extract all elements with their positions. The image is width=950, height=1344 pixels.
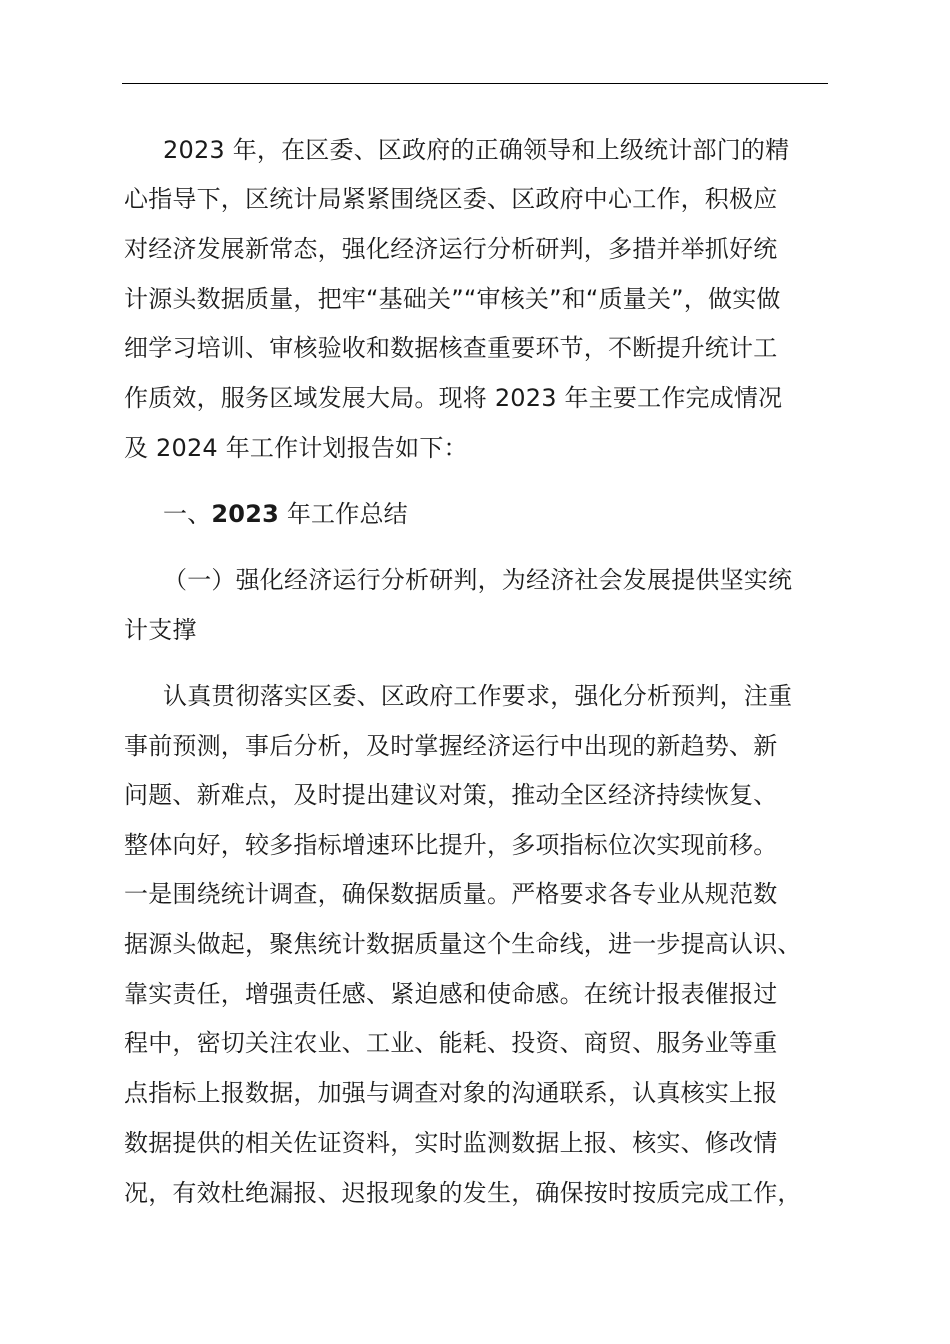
body-line: 一是围绕统计调查，确保数据质量。严格要求各专业从规范数 xyxy=(124,880,778,908)
body-line: 事前预测，事后分析，及时掌握经济运行中出现的新趋势、新 xyxy=(124,732,778,760)
intro-line: 作质效，服务区域发展大局。现将 2023 年主要工作完成情况 xyxy=(124,384,783,412)
body-line: 靠实责任，增强责任感、紧迫感和使命感。在统计报表催报过 xyxy=(124,980,778,1008)
intro-line: 2023 年，在区委、区政府的正确领导和上级统计部门的精 xyxy=(163,136,790,164)
intro-line: 细学习培训、审核验收和数据核查重要环节，不断提升统计工 xyxy=(124,334,778,362)
intro-line: 对经济发展新常态，强化经济运行分析研判，多措并举抓好统 xyxy=(124,235,778,263)
body-line: 整体向好，较多指标增速环比提升，多项指标位次实现前移。 xyxy=(124,831,778,859)
header-rule xyxy=(122,83,828,84)
section-heading-year: 2023 xyxy=(211,500,280,528)
intro-line: 计源头数据质量，把牢“基础关”“审核关”和“质量关”，做实做 xyxy=(124,285,781,313)
intro-line: 及 2024 年工作计划报告如下： xyxy=(124,434,468,462)
body-line: 数据提供的相关佐证资料，实时监测数据上报、核实、修改情 xyxy=(124,1129,778,1157)
intro-line: 心指导下，区统计局紧紧围绕区委、区政府中心工作，积极应 xyxy=(124,185,778,213)
section-heading xyxy=(163,499,408,529)
body-line: 问题、新难点，及时提出建议对策，推动全区经济持续恢复、 xyxy=(124,781,778,809)
subsection-heading-line: 计支撑 xyxy=(124,616,197,644)
section-heading-suffix: 年工作总结 xyxy=(279,500,408,528)
subsection-heading-line: （一）强化经济运行分析研判，为经济社会发展提供坚实统 xyxy=(163,566,793,594)
body-line: 况，有效杜绝漏报、迟报现象的发生，确保按时按质完成工作， xyxy=(124,1179,802,1207)
body-line: 据源头做起，聚焦统计数据质量这个生命线，进一步提高认识、 xyxy=(124,930,802,958)
section-heading-prefix: 一、 xyxy=(163,500,212,528)
body-line: 程中，密切关注农业、工业、能耗、投资、商贸、服务业等重 xyxy=(124,1029,778,1057)
body-line: 认真贯彻落实区委、区政府工作要求，强化分析预判，注重 xyxy=(163,682,793,710)
body-line: 点指标上报数据，加强与调查对象的沟通联系，认真核实上报 xyxy=(124,1079,778,1107)
